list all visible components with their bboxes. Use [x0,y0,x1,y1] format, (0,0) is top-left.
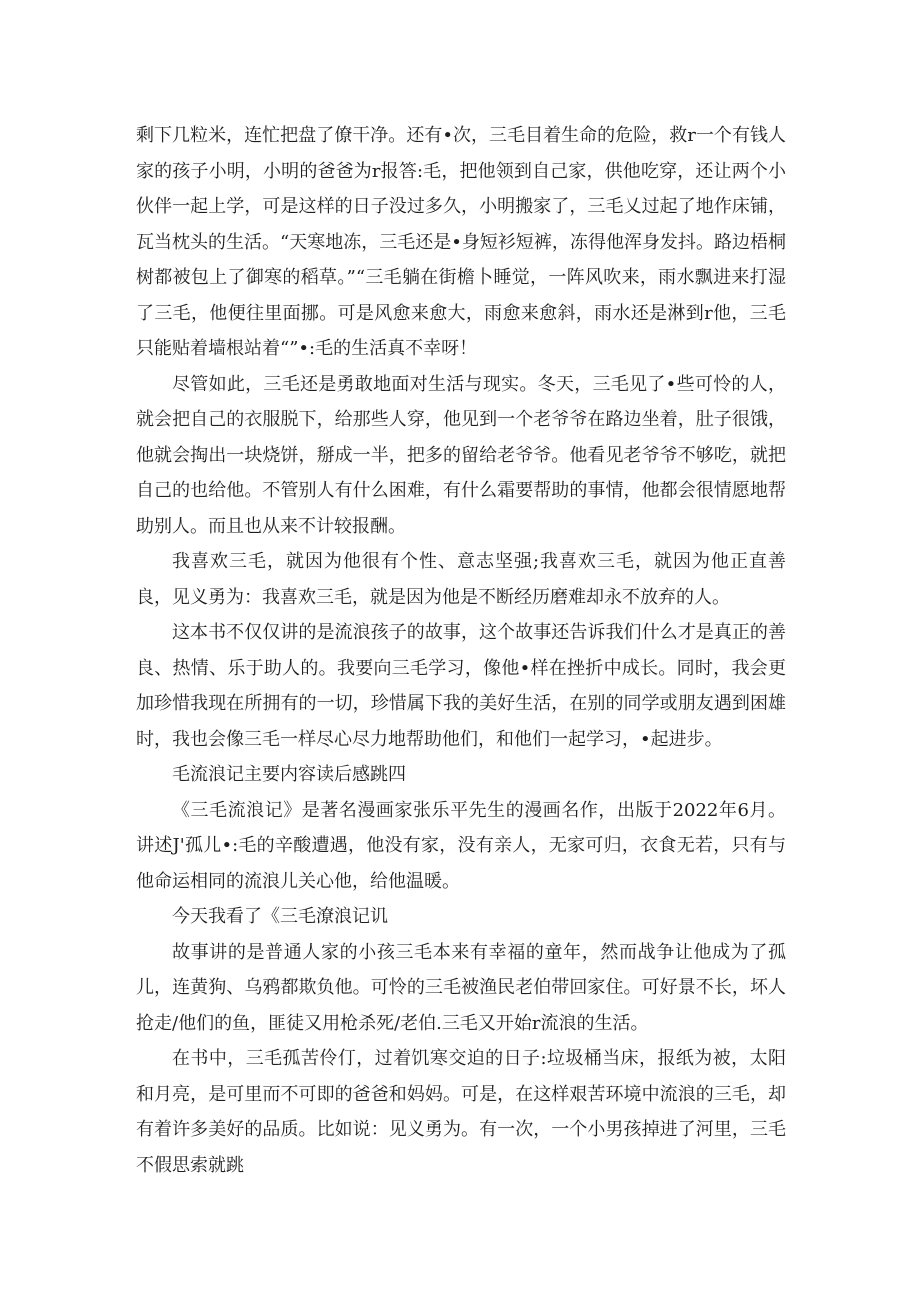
paragraph-2: 尽管如此，三毛还是勇敢地面对生活与现实。冬天，三毛见了•些可怜的人，就会把自己的衣服脱下，给那些人穿，他见到一个老爷爷在路边坐着，肚子很饿，他就会掏出一块烧饼，掰成一半，把多的留给老爷爷。他看见老爷爷不够吃，就把自己的也给他。不管别人有什么困难，有什么霜要帮助的事情，他都会很情愿地帮助别人。而且也从来不计较报酬。 [136,373,786,537]
paragraph-3: 我喜欢三毛，就因为他很有个性、意志坚强;我喜欢三毛，就因为他正直善良，见义勇为：我喜欢三毛，就是因为他是不断经历磨难却永不放弃的人。 [136,551,786,608]
paragraph-9: 在书中，三毛孤苦伶仃，过着饥寒交迫的日子:垃圾桶当床，报纸为被，太阳和月亮，是可里而不可即的爸爸和妈妈。可是，在这样艰苦环境中流浪的三毛，却有着许多美好的品质。比如说：见义勇为。有一次，一个小男孩掉进了河里，三毛不假思索就跳 [136,1048,786,1176]
document-body [136,118,786,1183]
section-heading: 毛流浪记主要内容读后感跳四 [172,764,406,785]
paragraph-6: 《三毛流浪记》是著名漫画家张乐平先生的漫画名作，出版于2022年6月。讲述J'孤儿•:毛的辛酸遭遇，他没有家，没有亲人，无家可归，衣食无若，只有与他命运相同的流浪儿关心他，给他温暖。 [136,799,786,892]
paragraph-4: 这本书不仅仅讲的是流浪孩子的故事，这个故事还告诉我们什么才是真正的善良、热情、乐于助人的。我要向三毛学习，像他•样在挫折中成长。同时，我会更加珍惜我现在所拥有的一切，珍惜属下我的美好生活，在别的同学或朋友遇到困雄时，我也会像三毛一样尽心尽力地帮助他们，和他们一起学习，•起进步。 [136,622,786,750]
paragraph-1: 剩下几粒米，连忙把盘了僚干净。还有•次，三毛目着生命的危险，救r一个有钱人家的孩子小明，小明的爸爸为r报答:毛，把他领到自己家，供他吃穿，还让两个小伙伴一起上学，可是这样的日子没过多久，小明搬家了，三毛乂过起了地作床铺，瓦当枕头的生活。“天寒地冻，三毛还是•身短衫短裤，冻得他浑身发抖。路边梧桐树都被包上了御寒的稻草。”“三毛躺在街檐卜睡觉，一阵风吹来，雨水飘进来打湿了三毛，他便往里面挪。可是风愈来愈大，雨愈来愈斜，雨水还是淋到r他，三毛只能贴着墙根站着“”•:毛的生活真不幸呀！ [136,125,786,359]
paragraph-7: 今天我看了《三毛潦浪记讥 [172,906,388,927]
paragraph-8: 故事讲的是普通人家的小孩三毛本来有幸福的童年，然而战争让他成为了孤儿，连黄狗、乌鸦都欺负他。可怜的三毛被渔民老伯带回家住。可好景不长，坏人抢走/他们的鱼，匪徒又用枪杀死/老伯.三毛又开始r流浪的生活。 [136,941,786,1034]
